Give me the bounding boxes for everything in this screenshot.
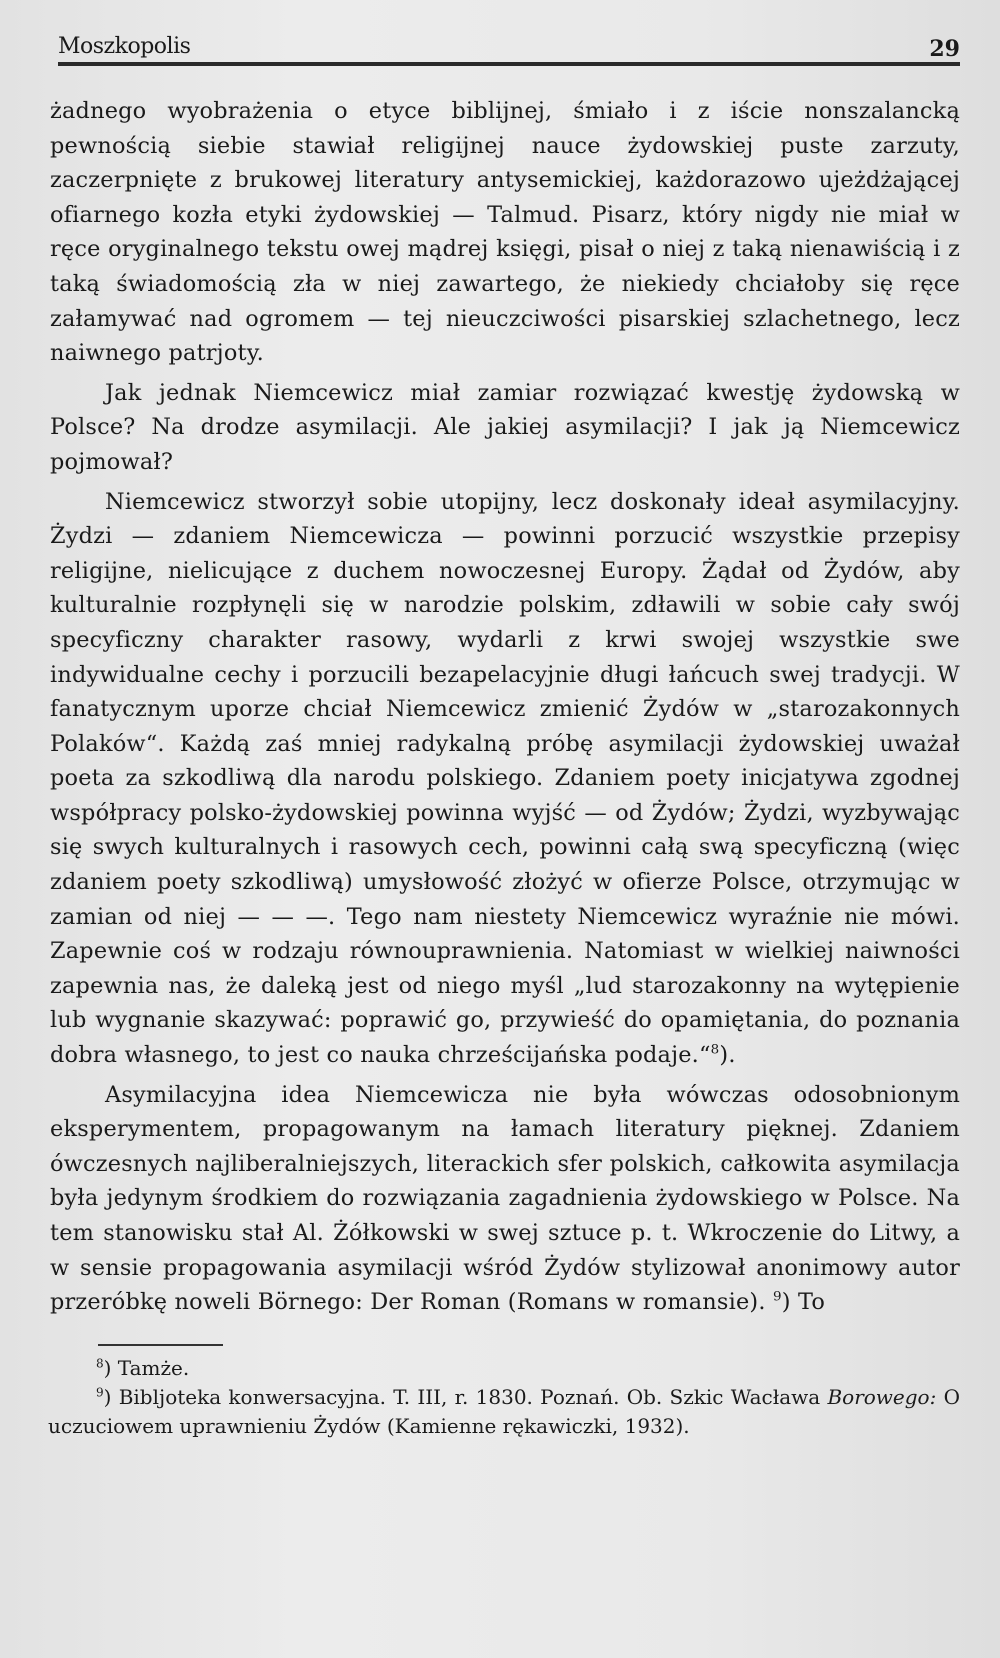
footnote-8 (48, 1354, 960, 1383)
paragraph-2: Jak jednak Niemcewicz miał zamiar rozwiązać kwestję żydowską w Polsce? Na drodze asymilacji. Ale jakiej asymilacji? I jak ją Niemcewicz pojmował? (50, 379, 960, 475)
footnote-ref-8: 8 (710, 1042, 720, 1058)
page-number: 29 (929, 36, 960, 62)
footnotes (48, 1354, 960, 1441)
paragraph-3-text: Niemcewicz stworzył sobie utopijny, lecz doskonały ideał asymilacyjny. Żydzi — zdaniem Niemcewicza — powinni porzucić wszystkie przepisy religijne, nielicujące z duchem nowoczesnej Europy. Żądał od Żydów, aby kulturalnie rozpłynęli się w narodzie polskim, zdławili w sobie cały swój specyficzny charakter rasowy, wydarli z krwi swojej wszystkie swe indywidualne cechy i porzucili bezapelacyjnie długi łańcuch swej tradycji. W fanatycznym uporze chciał Niemcewicz zmienić Żydów w „starozakonnych Polaków“. Każdą zaś mniej radykalną próbę asymilacji żydowskiej uważał poeta za szkodliwą dla narodu polskiego. Zdaniem poety inicjatywa zgodnej współpracy polsko-żydowskiej powinna wyjść — od Żydów; Żydzi, wyzbywając się swych kulturalnych i rasowych cech, powinni całą swą specyficzną (więc zdaniem poety szkodliwą) umysłowość złożyć w ofierze Polsce, otrzymując w zamian od niej — — —. Tego nam niestety Niemcewicz wyraźnie nie mówi. Zapewnie coś w rodzaju równouprawnienia. Natomiast w wielkiej naiwności zapewnia nas, że daleką jest od niego myśl „lud starozakonny na wytępienie lub wygnanie skazywać: poprawić go, przywieść do opamiętania, do poznania dobra własnego, to jest co nauka chrześcijańska podaje.“ (50, 488, 960, 1069)
footnote-9-author: Borowego: (827, 1384, 937, 1409)
running-head: Moszkopolis (58, 34, 191, 59)
footnote-9-mark: 9 (96, 1385, 104, 1400)
footnote-8-text: ) Tamże. (103, 1355, 190, 1380)
body-text (48, 94, 960, 1320)
footnote-9-text: ) Bibljoteka konwersacyjna. T. III, r. 1830. Poznań. Ob. Szkic Wacława (103, 1384, 821, 1409)
paragraph-3 (50, 485, 960, 1073)
footnote-ref-9: 9 (773, 1289, 782, 1305)
paragraph-3-close: ). (719, 1042, 736, 1069)
page-header (48, 32, 960, 68)
footnote-9-rest: O uczuciowem uprawnieniu Żydów (Kamienne rękawiczki, 1932). (48, 1384, 961, 1438)
paragraph-4-text: Asymilacyjna idea Niemcewicza nie była wówczas odosobnionym eksperymentem, propagowanym na łamach literatury pięknej. Zdaniem ówczesnych najliberalniejszych, literackich sfer polskich, całkowita asymilacja była jedynym środkiem do rozwiązania zagadnienia żydowskiego w Polsce. Na tem stanowisku stał Al. Żółkowski w swej sztuce p. t. Wkroczenie do Litwy, a w sensie propagowania asymilacji wśród Żydów stylizował anonimowy autor przeróbkę noweli Börnego: Der Roman (Romans w romansie). (50, 1081, 960, 1316)
header-rule (58, 62, 960, 66)
paragraph-4-tail: ) To (781, 1289, 826, 1316)
footnote-9 (48, 1383, 960, 1441)
paragraph-1: żadnego wyobrażenia o etyce biblijnej, śmiało i z iście nonszalancką pewnością siebie stawiał religijnej nauce żydowskiej puste zarzuty, zaczerpnięte z brukowej literatury antysemickiej, każdorazowo ujeżdżającej ofiarnego kozła etyki żydowskiej — Talmud. Pisarz, który nigdy nie miał w ręce oryginalnego tekstu owej mądrej księgi, pisał o niej z taką nienawiścią i z taką świadomością zła w niej zawartego, że niekiedy chciałoby się ręce załamywać nad ogromem — tej nieuczciwości pisarskiej szlachetnego, lecz naiwnego patrjoty. (50, 98, 960, 367)
footnote-8-mark: 8 (96, 1356, 104, 1371)
paragraph-4 (50, 1078, 960, 1320)
footnote-rule (98, 1344, 223, 1346)
